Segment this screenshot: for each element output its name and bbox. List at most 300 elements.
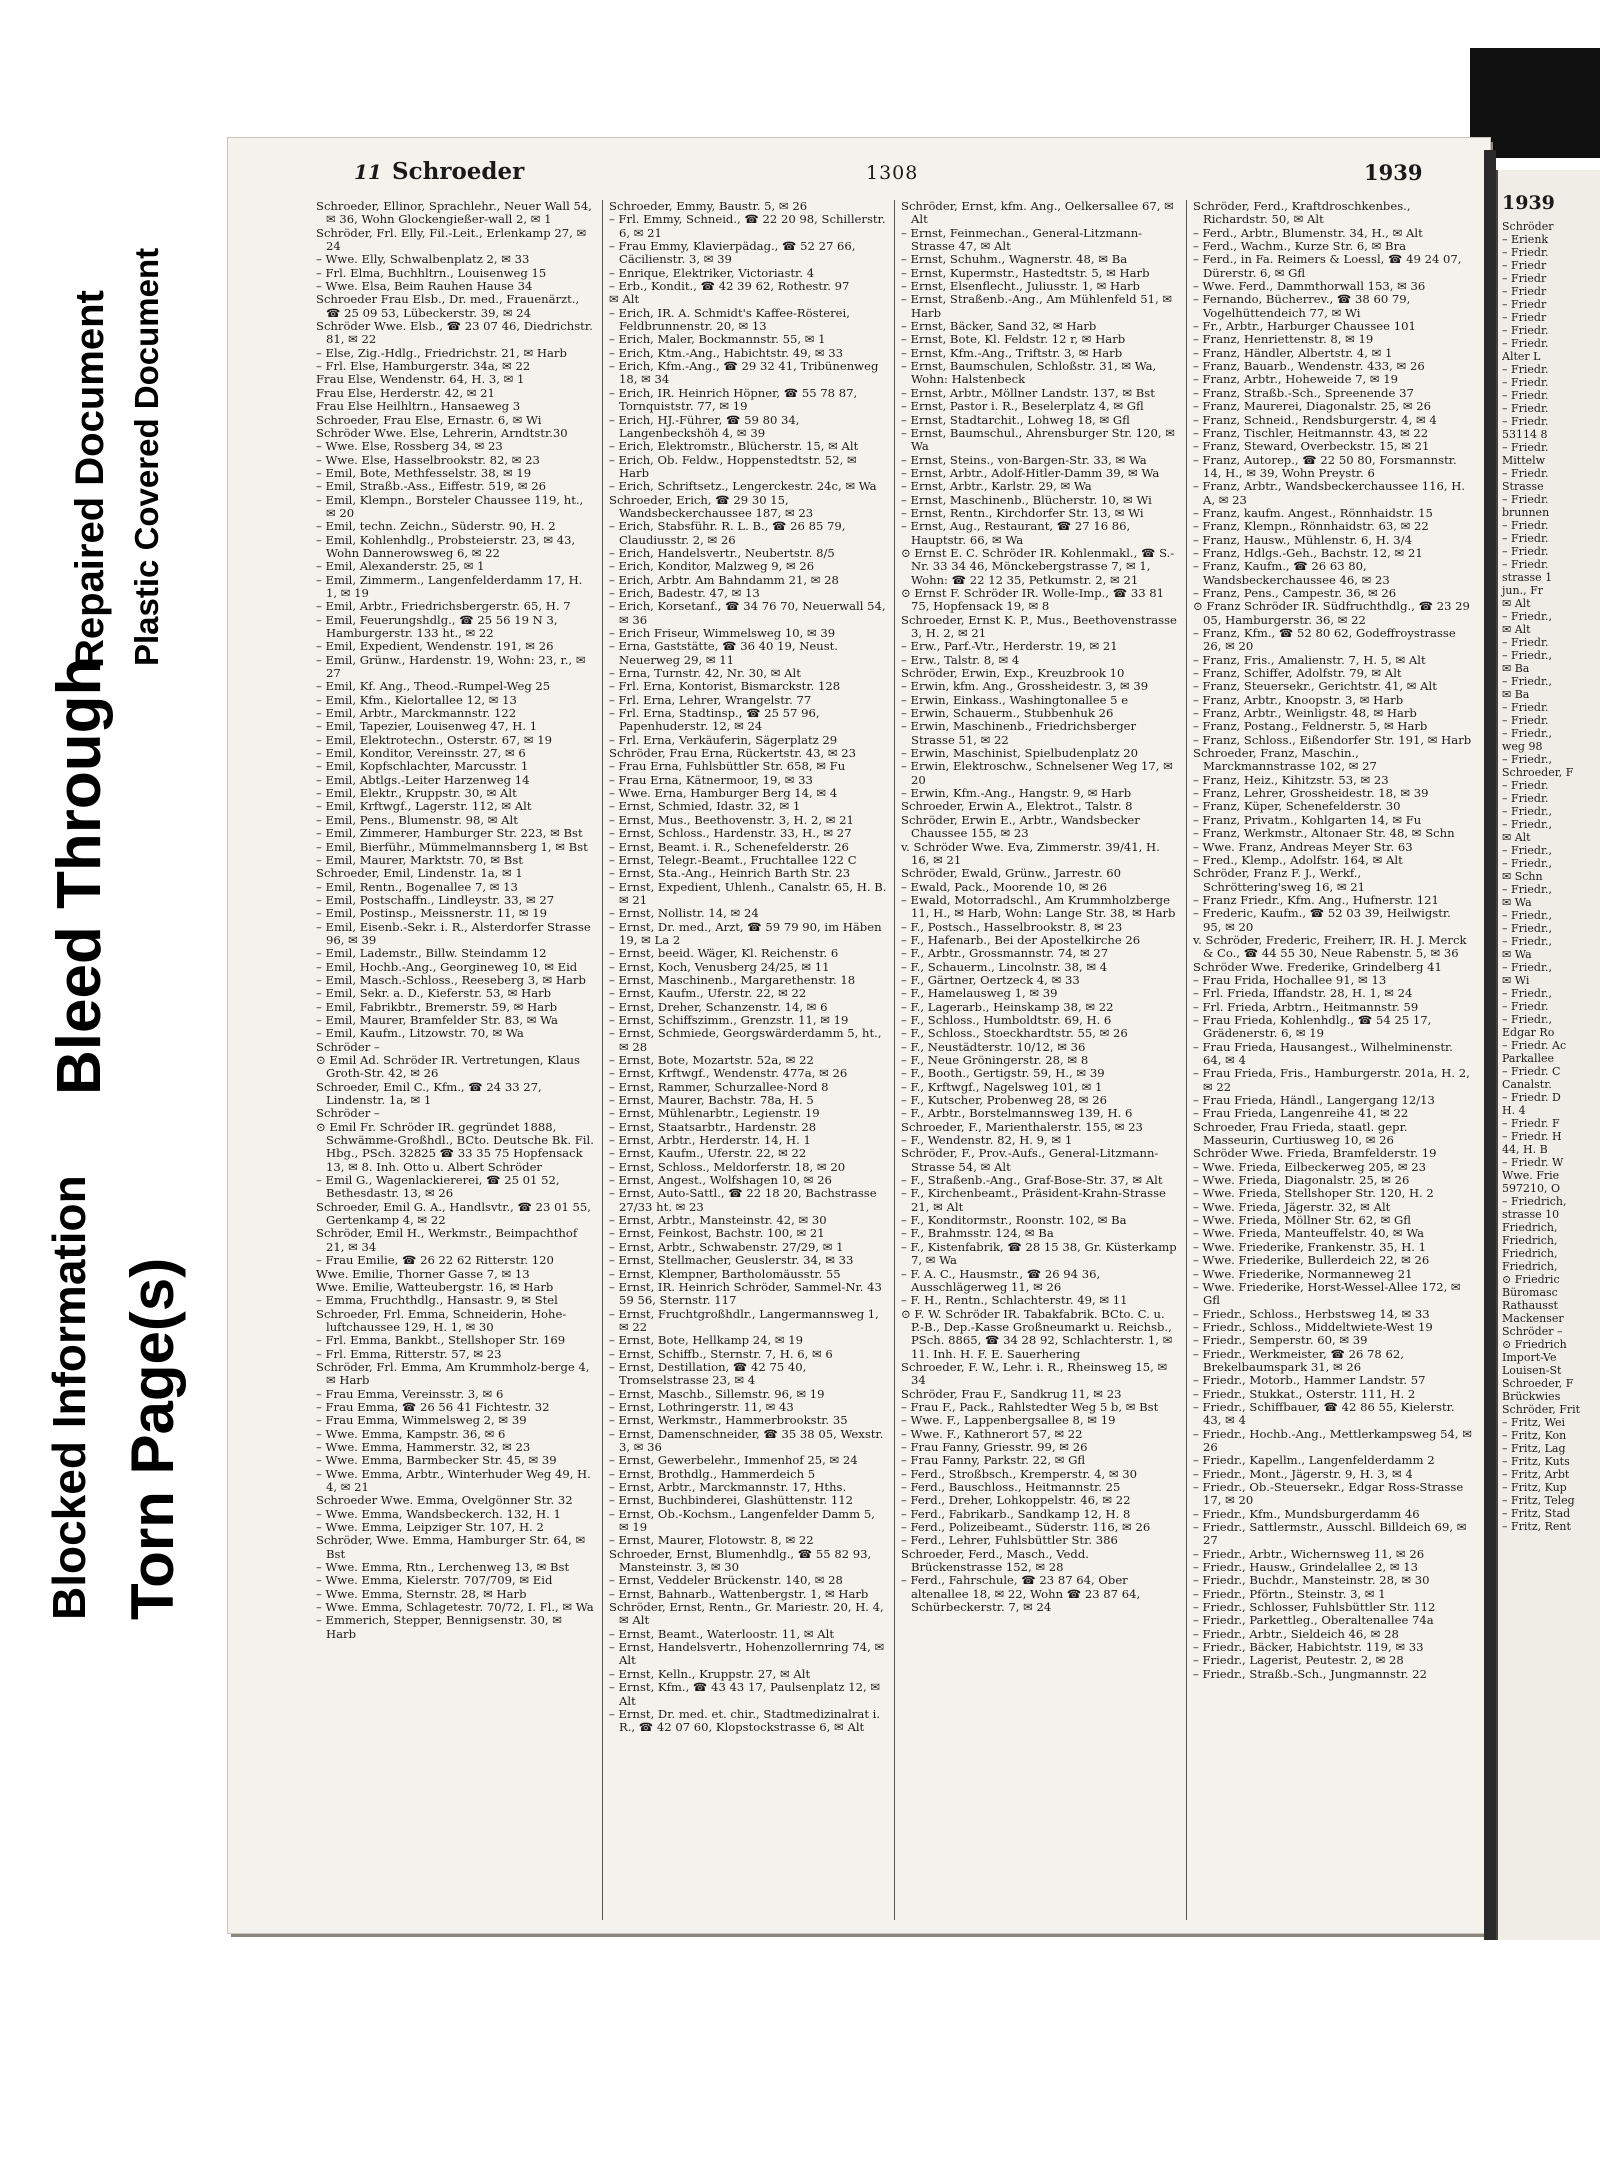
adjacent-page-line: – Erienk (1502, 233, 1549, 246)
adjacent-page-line: – Friedr. (1502, 714, 1549, 727)
directory-entry: – Ernst, Bäcker, Sand 32, ✉ Harb (901, 319, 1097, 334)
directory-entry: – Ernst, Bote, Mozartstr. 52a, ✉ 22 (609, 1053, 814, 1067)
adjacent-page-line: Brückwies (1502, 1390, 1561, 1403)
directory-entry: – Fernando, Bücherrev., ☎ 38 60 79, Vogelhüttendeich 77, ✉ Wi (1193, 292, 1411, 320)
directory-entry: – Frau Emmy, Klavierpädag., ☎ 52 27 66, Cäcilienstr. 3, ✉ 39 (609, 239, 856, 267)
adjacent-page-line: – Friedr., (1502, 1013, 1552, 1026)
directory-entry: – Emma, Fruchthdlg., Hansastr. 9, ✉ Stel (316, 1293, 558, 1308)
directory-entry: – Ernst, Bahnarb., Wattenbergstr. 1, ✉ Harb (609, 1586, 869, 1601)
directory-entry: – Emil, Bierführ., Mümmelmannsberg 1, ✉ Bst (316, 839, 588, 854)
directory-entry: – Emil, Krftwgf., Lagerstr. 112, ✉ Alt (316, 799, 532, 814)
directory-entry: – Ernst, Aug., Restaurant, ☎ 27 16 86, Hauptstr. 66, ✉ Wa (901, 519, 1131, 547)
directory-entry: Frau Else, Herderstr. 42, ✉ 21 (316, 385, 495, 400)
adjacent-page-line: ✉ Wi (1502, 974, 1530, 987)
directory-entry: – Frl. Elma, Buchhltrn., Louisenweg 15 (316, 265, 547, 280)
directory-entry: – Emil, Rentn., Bogenallee 7, ✉ 13 (316, 879, 518, 894)
directory-entry: Wwe. Emilie, Thorner Gasse 7, ✉ 13 (316, 1266, 530, 1281)
directory-entry: – Wwe. Else, Rossberg 34, ✉ 23 (316, 439, 503, 454)
directory-entry: – Ernst, Arbtr., Adolf-Hitler-Damm 39, ✉ Wa (901, 465, 1160, 480)
directory-entry: – Ernst, beeid. Wäger, Kl. Reichenstr. 6 (609, 946, 839, 961)
directory-entry: – Erich Friseur, Wimmelsweg 10, ✉ 39 (609, 626, 836, 640)
directory-entry: – Frau Emma, Wimmelsweg 2, ✉ 39 (316, 1413, 527, 1428)
directory-entry: ✉ Alt (609, 292, 640, 307)
directory-entry: – F., Postsch., Hasselbrookstr. 8, ✉ 23 (901, 919, 1123, 934)
adjacent-page-line: ✉ Alt (1502, 831, 1531, 844)
directory-entry: – Ernst, Ob.-Kochsm., Langenfelder Damm 5, ✉ 19 (609, 1506, 875, 1535)
directory-entry: – Ernst, Schiffszimm., Grenzstr. 11, ✉ 19 (609, 1012, 849, 1027)
page-spine (1484, 150, 1496, 1940)
directory-entry: – Franz, Tischler, Heitmannstr. 43, ✉ 22 (1193, 425, 1429, 440)
directory-entry: Schroeder Wwe. Emma, Ovelgönner Str. 32 (316, 1493, 573, 1508)
directory-entry: – Franz, Kfm., ☎ 52 80 62, Godeffroystrasse 26, ✉ 20 (1193, 626, 1456, 654)
directory-entry: – F., Konditormstr., Roonstr. 102, ✉ Ba (901, 1213, 1127, 1228)
directory-page (228, 138, 1490, 1933)
adjacent-page-line: ⊙ Friedric (1502, 1273, 1560, 1286)
adjacent-page-line: – Friedr. (1502, 636, 1549, 649)
directory-entry: – Wwe. Emma, Wandsbeckerch. 132, H. 1 (316, 1506, 561, 1521)
directory-entry: Schröder, F., Prov.-Aufs., General-Litzmann-Strasse 54, ✉ Alt (901, 1146, 1159, 1174)
directory-entry: – F., Gärtner, Oertzeck 4, ✉ 33 (901, 972, 1080, 987)
directory-entry: – Ernst, Feinkost, Bachstr. 100, ✉ 21 (609, 1226, 825, 1241)
directory-entry: – Ernst, Beamt. i. R., Schenefelderstr. 26 (609, 839, 849, 854)
adjacent-page-line: – Fritz, Kup (1502, 1481, 1567, 1494)
adjacent-page-line: – Friedr., (1502, 987, 1552, 1000)
directory-entry: Schröder, Ernst, Rentn., Gr. Mariestr. 20, H. 4, ✉ Alt (609, 1600, 884, 1628)
adjacent-page-line: – Friedr (1502, 259, 1547, 272)
directory-entry: Schröder Wwe. Frederike, Grindelberg 41 (1193, 959, 1442, 974)
directory-entry: – Ernst, Mühlenarbtr., Legienstr. 19 (609, 1106, 820, 1121)
directory-entry: – F. H., Rentn., Schlachterstr. 49, ✉ 11 (901, 1293, 1128, 1308)
directory-entry: – Emil G., Wagenlackiererei, ☎ 25 01 52, Bethesdastr. 13, ✉ 26 (316, 1173, 560, 1201)
directory-entry: – Fr., Arbtr., Harburger Chaussee 101 (1193, 319, 1416, 334)
directory-entry: – Frau Erna, Fuhlsbüttler Str. 658, ✉ Fu (609, 759, 846, 774)
directory-entry: – Ernst, Stellmacher, Geuslerstr. 34, ✉ 33 (609, 1253, 854, 1268)
directory-entry: – Ernst, Telegr.-Beamt., Fruchtallee 122 C (609, 852, 857, 867)
directory-entry: v. Schröder Wwe. Eva, Zimmerstr. 39/41, H. 16, ✉ 21 (901, 839, 1160, 867)
directory-entry: – Franz, Klempn., Rönnhaidstr. 63, ✉ 22 (1193, 519, 1429, 534)
directory-entry: – Ernst, Nollistr. 14, ✉ 24 (609, 906, 759, 921)
directory-entry: – Wwe. F., Lappenbergsallee 8, ✉ 19 (901, 1413, 1116, 1428)
directory-entry: Schröder, Franz F. J., Werkf., Schröttering'sweg 16, ✉ 21 (1193, 866, 1366, 894)
directory-entry: – Wwe. Frieda, Möllner Str. 62, ✉ Gfl (1193, 1213, 1411, 1228)
directory-entry: – Ernst, Handelsvertr., Hohenzollernring 74, ✉ Alt (609, 1640, 885, 1668)
directory-entry: – Emil, techn. Zeichn., Süderstr. 90, H. 2 (316, 519, 556, 534)
directory-entry: ⊙ Emil Fr. Schröder IR. gegründet 1888, Schwämme-Großhdl., BCto. Deutsche Bk. Fil. Hbg., PSch. 32825 ☎ 33 35 75 Hopfensack 13, ✉ 8. Inh. Otto u. Albert Schröder (316, 1119, 594, 1174)
directory-entry: – Erich, Badestr. 47, ✉ 13 (609, 585, 760, 600)
directory-entry: – Emil, Masch.-Schloss., Reeseberg 3, ✉ Harb (316, 972, 586, 987)
adjacent-page-line: – Friedr. W (1502, 1156, 1564, 1169)
adjacent-page-line: – Friedr. (1502, 337, 1549, 350)
adjacent-page-line: – Friedr. (1502, 389, 1549, 402)
directory-entry: – Friedr., Kapellm., Langenfelderdamm 2 (1193, 1453, 1435, 1468)
directory-entry: – Frederic, Kaufm., ☎ 52 03 39, Heilwigstr. 95, ✉ 20 (1193, 906, 1451, 934)
adjacent-page-line: – Friedr (1502, 272, 1547, 285)
adjacent-page-line: – Friedr., (1502, 935, 1552, 948)
adjacent-page-line: strasse 10 (1502, 1208, 1560, 1221)
adjacent-page-line: Mittelw (1502, 454, 1546, 467)
directory-entry: – Ernst, Baumschulen, Schloßstr. 31, ✉ Wa, Wohn: Halstenbeck (901, 359, 1157, 387)
directory-entry: Schroeder, Emil, Lindenstr. 1a, ✉ 1 (316, 866, 523, 881)
directory-entry: – Franz Friedr., Kfm. Ang., Hufnerstr. 121 (1193, 892, 1439, 907)
directory-entry: – Franz, Hausw., Mühlenstr. 6, H. 3/4 (1193, 532, 1412, 547)
directory-entry: – F., Schloss., Humboldtstr. 69, H. 6 (901, 1012, 1112, 1027)
directory-entry: – F., Kistenfabrik, ☎ 28 15 38, Gr. Küsterkamp 7, ✉ Wa (901, 1239, 1177, 1268)
directory-entry: – Wwe. Ferd., Dammthorwall 153, ✉ 36 (1193, 279, 1426, 294)
directory-entry: ⊙ F. W. Schröder IR. Tabakfabrik. BCto. C. u. P.-B., Dep.-Kasse Großneumarkt u. Reichsb., PSch. 8865, ☎ 34 28 92, Schlachterstr. 1, ✉ 11. Inh. H. F. E. Sauerhering (901, 1306, 1173, 1361)
directory-entry: – Franz, Steward, Overbeckstr. 15, ✉ 21 (1193, 439, 1430, 454)
directory-entry: Schroeder, F., Marienthalerstr. 155, ✉ 23 (901, 1119, 1143, 1134)
directory-entry: – Emil, Hochb.-Ang., Georgineweg 10, ✉ Eid (316, 959, 578, 974)
adjacent-page-line: – Friedr., (1502, 675, 1552, 688)
directory-entry: Schröder, Erwin, Exp., Kreuzbrook 10 (901, 666, 1125, 681)
adjacent-page-line: H. 4 (1502, 1104, 1526, 1117)
directory-entry: – Friedr., Sattlermstr., Ausschl. Billdeich 69, ✉ 27 (1193, 1520, 1467, 1548)
directory-entry: Frau Else, Wendenstr. 64, H. 3, ✉ 1 (316, 372, 525, 387)
directory-entry: – Erwin, Maschinenb., Friedrichsberger Strasse 51, ✉ 22 (901, 719, 1137, 747)
adjacent-page-line: – Friedr., (1502, 961, 1552, 974)
directory-entry: – Ernst, Arbtr., Mansteinstr. 42, ✉ 30 (609, 1213, 827, 1228)
adjacent-page-line: – Friedr (1502, 285, 1547, 298)
directory-entry: Schröder, Frau Erna, Rückertstr. 43, ✉ 23 (609, 746, 857, 761)
directory-entry: – Wwe. Else, Hasselbrookstr. 82, ✉ 23 (316, 452, 540, 467)
directory-entry: – Emil, Bote, Methfesselstr. 38, ✉ 19 (316, 465, 532, 480)
adjacent-page-line: – Fritz, Teleg (1502, 1494, 1575, 1507)
directory-entry: – Ernst, Kupermstr., Hastedtstr. 5, ✉ Harb (901, 265, 1150, 280)
directory-entry: – Frau Frieda, Kohlenhdlg., ☎ 54 25 17, Grädenerstr. 6, ✉ 19 (1193, 1012, 1432, 1041)
directory-entry: – Ernst, Maurer, Flotowstr. 8, ✉ 22 (609, 1533, 814, 1548)
directory-entry: – Ernst, Dr. med. et. chir., Stadtmedizinalrat i. R., ☎ 42 07 60, Klopstockstrasse 6, ✉ Alt (609, 1706, 881, 1735)
directory-entry: – Wwe. Emma, Kielerstr. 707/709, ✉ Eid (316, 1573, 553, 1588)
directory-entry: – Emil, Sekr. a. D., Kieferstr. 53, ✉ Harb (316, 986, 552, 1001)
adjacent-page-line: – Fritz, Stad (1502, 1507, 1571, 1520)
directory-entry: Schroeder, Franz, Maschin., Marckmannstrasse 102, ✉ 27 (1193, 746, 1377, 774)
directory-entry: – Ernst, Destillation, ☎ 42 75 40, Tromselstrasse 23, ✉ 4 (609, 1359, 807, 1388)
directory-entry: – Emil, Abtlgs.-Leiter Harzenweg 14 (316, 772, 530, 787)
directory-entry: – Franz, Schneid., Rendsburgerstr. 4, ✉ 4 (1193, 412, 1437, 427)
directory-entry: – Wwe. Friederike, Frankenstr. 35, H. 1 (1193, 1239, 1427, 1254)
directory-entry: – Emil, Arbtr., Marckmannstr. 122 (316, 706, 517, 721)
directory-entry: – Friedr., Ob.-Steuersekr., Edgar Ross-Strasse 17, ✉ 20 (1193, 1480, 1464, 1508)
adjacent-page-line: – Friedr. (1502, 779, 1549, 792)
directory-entry: – Ernst, Staatsarbtr., Hardenstr. 28 (609, 1119, 817, 1134)
adjacent-page-line: jun., Fr (1502, 584, 1543, 597)
directory-entry: – Ernst, Gewerbelehr., Immenhof 25, ✉ 24 (609, 1453, 858, 1468)
directory-entry: – F., Schloss., Stoeckhardtstr. 55, ✉ 26 (901, 1026, 1128, 1041)
adjacent-page-line: – Friedr. (1502, 363, 1549, 376)
directory-entry: – F., Booth., Gertigstr. 59, H., ✉ 39 (901, 1066, 1105, 1081)
directory-entry: – Friedr., Kfm., Mundsburgerdamm 46 (1193, 1506, 1420, 1521)
directory-entry: – Emil, Grünw., Hardenstr. 19, Wohn: 23, r., ✉ 27 (316, 652, 586, 681)
directory-entry: – Friedr., Motorb., Hammer Landstr. 57 (1193, 1373, 1426, 1388)
directory-entry: – F., Schauerm., Lincolnstr. 38, ✉ 4 (901, 959, 1108, 974)
directory-entry: – Ernst, Fruchtgroßhdlr., Langermannsweg 1, ✉ 22 (609, 1306, 879, 1334)
directory-entry: – Erwin, Schauerm., Stubbenhuk 26 (901, 706, 1114, 721)
directory-entry: – Else, Zig.-Hdlg., Friedrichstr. 21, ✉ Harb (316, 345, 567, 360)
adjacent-page-line: – Friedr. (1502, 701, 1549, 714)
directory-entry: – Emil, Kaufm., Litzowstr. 70, ✉ Wa (316, 1026, 524, 1041)
adjacent-page-line: – Fritz, Kuts (1502, 1455, 1570, 1468)
directory-entry: – Franz, Steuersekr., Gerichtstr. 41, ✉ Alt (1193, 679, 1437, 694)
adjacent-page-line: Schröder – (1502, 1325, 1563, 1338)
directory-entry: – Ernst, Schloss., Hardenstr. 33, H., ✉ 27 (609, 826, 852, 841)
directory-entry: – Erwin, Maschinist, Spielbudenplatz 20 (901, 746, 1139, 761)
directory-entry: – F., Kutscher, Probenweg 28, ✉ 26 (901, 1093, 1107, 1108)
directory-entry: ⊙ Emil Ad. Schröder IR. Vertretungen, Klaus Groth-Str. 42, ✉ 26 (316, 1053, 580, 1081)
directory-entry: Schroeder, Ernst, Blumenhdlg., ☎ 55 82 93, Mansteinstr. 3, ✉ 30 (609, 1546, 872, 1575)
directory-entry: – Ferd., Fahrschule, ☎ 23 87 64, Ober altenallee 18, ✉ 22, Wohn ☎ 23 87 64, Schürbeckerstr. 7, ✉ 24 (901, 1573, 1141, 1615)
directory-entry: – Frl. Emma, Ritterstr. 57, ✉ 23 (316, 1346, 502, 1361)
adjacent-page-line: – Friedr., (1502, 883, 1552, 896)
directory-entry: – Franz, Privatm., Kohlgarten 14, ✉ Fu (1193, 812, 1422, 827)
header-surname: Schroeder (392, 158, 525, 185)
adjacent-page-line: strasse 1 (1502, 571, 1553, 584)
directory-entry: – Franz, Schloss., Eißendorfer Str. 191, ✉ Harb (1193, 732, 1472, 747)
adjacent-page-line: – Friedr. (1502, 402, 1549, 415)
directory-entry: – Ernst, Steins., von-Bargen-Str. 33, ✉ Wa (901, 452, 1147, 467)
listing-column-2 (602, 200, 888, 1920)
directory-entry: – Ernst, Kfm., ☎ 43 43 17, Paulsenplatz 12, ✉ Alt (609, 1680, 881, 1708)
directory-entry: – Erich, IR. A. Schmidt's Kaffee-Rösterei, Feldbrunnenstr. 20, ✉ 13 (609, 305, 850, 334)
directory-entry: – Wwe. Frieda, Diagonalstr. 25, ✉ 26 (1193, 1173, 1410, 1188)
directory-entry: Schröder, Erwin E., Arbtr., Wandsbecker Chaussee 155, ✉ 23 (901, 812, 1140, 841)
adjacent-page-line: ✉ Wa (1502, 948, 1532, 961)
directory-entry: – Ernst, Schiffb., Sternstr. 7, H. 6, ✉ 6 (609, 1346, 833, 1361)
directory-entry: – Erich, Kfm.-Ang., ☎ 29 32 41, Tribünenweg 18, ✉ 34 (609, 359, 879, 387)
directory-entry: Wwe. Emilie, Watteubergstr. 16, ✉ Harb (316, 1279, 554, 1294)
directory-entry: Schroeder, F. W., Lehr. i. R., Rheinsweg 15, ✉ 34 (901, 1359, 1168, 1388)
directory-entry: – Franz, Kaufm., ☎ 26 63 80, Wandsbeckerchaussee 46, ✉ 23 (1193, 559, 1390, 587)
adjacent-page-line: – Friedr. H (1502, 1130, 1562, 1143)
adjacent-page-line: – Fritz, Wei (1502, 1416, 1566, 1429)
directory-entry: – Friedr., Stukkat., Osterstr. 111, H. 2 (1193, 1386, 1416, 1401)
listing-columns (316, 200, 1472, 1920)
directory-entry: – Ernst, Arbtr., Karlstr. 29, ✉ Wa (901, 479, 1092, 494)
directory-entry: – Ernst, Feinmechan., General-Litzmann-Strasse 47, ✉ Alt (901, 225, 1143, 254)
adjacent-page-line: – Friedr. (1502, 558, 1549, 571)
directory-entry: Schroeder, Erwin A., Elektrot., Talstr. 8 (901, 799, 1133, 814)
adjacent-page-line: Friedrich, (1502, 1260, 1558, 1273)
directory-entry: – Emil, Kf. Ang., Theod.-Rumpel-Weg 25 (316, 679, 551, 694)
directory-entry: – Ernst, Veddeler Brückenstr. 140, ✉ 28 (609, 1573, 843, 1588)
adjacent-page-line: Friedrich, (1502, 1221, 1558, 1234)
directory-entry: – Ernst, Stadtarchit., Lohweg 18, ✉ Gfl (901, 412, 1130, 427)
adjacent-page-line: – Friedr. (1502, 441, 1549, 454)
adjacent-page-line: – Friedr. (1502, 493, 1549, 506)
directory-entry: Schröder, Ferd., Kraftdroschkenbes., Richardstr. 50, ✉ Alt (1193, 200, 1411, 227)
directory-entry: – Ernst, Arbtr., Möllner Landstr. 137, ✉ Bst (901, 385, 1155, 400)
directory-entry: – Friedr., Lagerist, Peutestr. 2, ✉ 28 (1193, 1653, 1404, 1668)
directory-entry: – Emil, Zimmerm., Langenfelderdamm 17, H. 1, ✉ 19 (316, 572, 583, 600)
adjacent-page-line: Wwe. Frie (1502, 1169, 1560, 1182)
directory-entry: – F., Neustädterstr. 10/12, ✉ 36 (901, 1039, 1086, 1054)
directory-entry: – Franz, Straßb.-Sch., Spreenende 37 (1193, 385, 1414, 400)
directory-entry: – Ernst, Rammer, Schurzallee-Nord 8 (609, 1079, 829, 1094)
directory-entry: – Franz, Autorep., ☎ 22 50 80, Forsmannstr. 14, H., ✉ 39, Wohn Preystr. 6 (1193, 452, 1457, 480)
directory-entry: – F., Kirchenbeamt., Präsident-Krahn-Strasse 21, ✉ Alt (901, 1186, 1166, 1214)
directory-entry: – Emil, Arbtr., Friedrichsbergerstr. 65, H. 7 (316, 599, 571, 614)
directory-entry: – Fred., Klemp., Adolfstr. 164, ✉ Alt (1193, 852, 1403, 867)
page-header (228, 138, 1490, 194)
adjacent-page-line: – Friedrich, (1502, 1195, 1567, 1208)
directory-entry: – Erwin, Einkass., Washingtonallee 5 e (901, 692, 1129, 707)
directory-entry: – Ernst, Pastor i. R., Beselerplatz 4, ✉ Gfl (901, 399, 1144, 414)
listing-column-1 (316, 200, 595, 1920)
adjacent-page-line: – Friedr (1502, 298, 1547, 311)
directory-entry: – Erwin, kfm. Ang., Grossheidestr. 3, ✉ 39 (901, 679, 1149, 694)
directory-entry: – Erich, Schriftsetz., Lengerckestr. 24c, ✉ Wa (609, 479, 877, 494)
directory-entry: – Ernst, Dreher, Schanzenstr. 14, ✉ 6 (609, 999, 828, 1014)
directory-entry: – Ferd., Polizeibeamt., Süderstr. 116, ✉ 26 (901, 1520, 1151, 1535)
directory-entry: – Wwe. Emma, Hammerstr. 32, ✉ 23 (316, 1439, 531, 1454)
directory-entry: – Erich, Elektromstr., Blücherstr. 15, ✉ Alt (609, 439, 859, 454)
adjacent-page-line: – Friedr., (1502, 857, 1552, 870)
label-torn-pages: Torn Page(s) (119, 1257, 186, 1620)
directory-entry: – Friedr., Semperstr. 60, ✉ 39 (1193, 1333, 1368, 1348)
directory-entry: – Frl. Erna, Lehrer, Wrangelstr. 77 (609, 692, 812, 707)
header-page-number: 1308 (866, 162, 919, 184)
directory-entry: – Frau F., Pack., Rahlstedter Weg 5 b, ✉ Bst (901, 1399, 1159, 1414)
adjacent-page-line: 597210, O (1502, 1182, 1561, 1195)
adjacent-page-line: Mackenser (1502, 1312, 1564, 1325)
adjacent-page-line: – Friedr., (1502, 844, 1552, 857)
directory-entry: – Ferd., Fabrikarb., Sandkamp 12, H. 8 (901, 1506, 1131, 1521)
directory-entry: – Franz, Schiffer, Adolfstr. 79, ✉ Alt (1193, 666, 1402, 681)
directory-entry: Schröder – (316, 1039, 380, 1054)
directory-entry: – Franz, Bauarb., Wendenstr. 433, ✉ 26 (1193, 359, 1425, 374)
directory-entry: – Franz, Henriettenstr. 8, ✉ 19 (1193, 332, 1374, 347)
directory-entry: – Frau Frieda, Fris., Hamburgerstr. 201a, H. 2, ✉ 22 (1193, 1066, 1470, 1094)
directory-entry: – Franz, Arbtr., Knoopstr. 3, ✉ Harb (1193, 692, 1404, 707)
directory-entry: – Franz, Lehrer, Grossheidestr. 18, ✉ 39 (1193, 786, 1429, 801)
directory-entry: – Ernst, Arbtr., Herderstr. 14, H. 1 (609, 1133, 811, 1148)
adjacent-page-line: Schroeder, F (1502, 766, 1574, 779)
directory-entry: – F., Arbtr., Grossmannstr. 74, ✉ 27 (901, 946, 1109, 961)
directory-entry: – Ferd., in Fa. Reimers & Loessl, ☎ 49 24 07, Dürerstr. 6, ✉ Gfl (1193, 252, 1462, 280)
directory-entry: – Wwe. Frieda, Stellshoper Str. 120, H. 2 (1193, 1186, 1434, 1201)
directory-entry: – Frl. Frieda, Arbtrn., Heitmannstr. 59 (1193, 999, 1419, 1014)
directory-entry: – Friedr., Straßb.-Sch., Jungmannstr. 22 (1193, 1666, 1428, 1681)
directory-entry: – Wwe. Elsa, Beim Rauhen Hause 34 (316, 279, 533, 294)
adjacent-page-line: – Fritz, Kon (1502, 1429, 1567, 1442)
adjacent-page-line: Büromasc (1502, 1286, 1558, 1299)
directory-entry: – Friedr., Buchdr., Mansteinstr. 28, ✉ 30 (1193, 1573, 1430, 1588)
directory-entry: Schröder Wwe. Elsb., ☎ 23 07 46, Diedrichstr. 81, ✉ 22 (316, 319, 593, 347)
directory-entry: – Wwe. Friederike, Bullerdeich 22, ✉ 26 (1193, 1253, 1430, 1268)
directory-entry: – Wwe. Emma, Barmbecker Str. 45, ✉ 39 (316, 1453, 557, 1468)
directory-entry: – Erna, Gaststätte, ☎ 36 40 19, Neust. Neuerweg 29, ✉ 11 (609, 639, 838, 667)
directory-entry: – Friedr., Arbtr., Sieldeich 46, ✉ 28 (1193, 1626, 1399, 1641)
directory-entry: – Frau Emma, Vereinsstr. 3, ✉ 6 (316, 1386, 504, 1401)
adjacent-page-fragment (1496, 170, 1600, 1940)
directory-entry: Schroeder, Frau Else, Ernastr. 6, ✉ Wi (316, 412, 542, 427)
directory-entry: – Erich, Korsetanf., ☎ 34 76 70, Neuerwall 54, ✉ 36 (609, 599, 886, 627)
directory-entry: – Frau Emma, ☎ 26 56 41 Fichtestr. 32 (316, 1399, 550, 1414)
directory-entry: – Frl. Emma, Bankbt., Stellshoper Str. 169 (316, 1333, 566, 1348)
directory-entry: – Frau Erna, Kätnermoor, 19, ✉ 33 (609, 772, 813, 787)
directory-entry: – F., Wendenstr. 82, H. 9, ✉ 1 (901, 1133, 1073, 1148)
directory-entry: – Ernst, Maschinenb., Blücherstr. 10, ✉ Wi (901, 492, 1152, 507)
directory-entry: – Emil, Eisenb.-Sekr. i. R., Alsterdorfer Strasse 96, ✉ 39 (316, 919, 591, 947)
directory-entry: – Franz, Händler, Albertstr. 4, ✉ 1 (1193, 345, 1393, 360)
directory-entry: – Ernst, Werkmstr., Hammerbrookstr. 35 (609, 1413, 848, 1428)
directory-entry: – Friedr., Parkettleg., Oberaltenallee 74a (1193, 1613, 1434, 1628)
directory-entry: – Emil, Maurer, Bramfelder Str. 83, ✉ Wa (316, 1012, 558, 1027)
directory-entry: – Ferd., Arbtr., Blumenstr. 34, H., ✉ Alt (1193, 225, 1423, 240)
directory-entry: – Ferd., Stroßbsch., Kremperstr. 4, ✉ 30 (901, 1466, 1138, 1481)
directory-entry: – Wwe. Emma, Rtn., Lerchenweg 13, ✉ Bst (316, 1560, 570, 1575)
adjacent-page-line: Schröder, Frit (1502, 1403, 1581, 1416)
label-plastic-covered-document: Plastic Covered Document (128, 247, 165, 666)
adjacent-page-year: 1939 (1502, 192, 1555, 214)
directory-entry: – Emmerich, Stepper, Bennigsenstr. 30, ✉ Harb (316, 1613, 562, 1641)
directory-entry: – Ernst, Maschb., Sillemstr. 96, ✉ 19 (609, 1386, 825, 1401)
directory-entry: Schröder, Frl. Emma, Am Krummholz-berge 4, ✉ Harb (316, 1359, 590, 1388)
adjacent-page-line: – Friedr. D (1502, 1091, 1561, 1104)
directory-entry: – Erich, Ob. Feldw., Hoppenstedtstr. 52, ✉ Harb (609, 452, 857, 480)
adjacent-page-line: Friedrich, (1502, 1247, 1558, 1260)
adjacent-page-line: ✉ Wa (1502, 896, 1532, 909)
directory-entry: – Friedr., Werkmeister, ☎ 26 78 62, Brekelbaumspark 31, ✉ 26 (1193, 1346, 1404, 1374)
listing-column-4 (1186, 200, 1472, 1920)
directory-entry: – Ernst, Bote, Hellkamp 24, ✉ 19 (609, 1333, 804, 1348)
directory-entry: – Ernst, IR. Heinrich Schröder, Sammel-Nr. 43 59 56, Sternstr. 117 (609, 1279, 882, 1308)
adjacent-page-line: weg 98 (1502, 740, 1543, 753)
directory-entry: – Wwe. Frieda, Jägerstr. 32, ✉ Alt (1193, 1199, 1391, 1214)
directory-entry: – Wwe. Erna, Hamburger Berg 14, ✉ 4 (609, 786, 838, 801)
directory-entry: – Erw., Parf.-Vtr., Herderstr. 19, ✉ 21 (901, 639, 1118, 654)
directory-entry: – Friedr., Hochb.-Ang., Mettlerkampsweg 54, ✉ 26 (1193, 1426, 1472, 1454)
adjacent-page-line: – Friedr. (1502, 545, 1549, 558)
adjacent-page-line: Strasse (1502, 480, 1544, 493)
directory-entry: – Ernst, Maschinenb., Margarethenstr. 18 (609, 972, 856, 987)
directory-entry: – Ferd., Bauschloss., Heitmannstr. 25 (901, 1480, 1121, 1494)
adjacent-page-line: Canalstr. (1502, 1078, 1552, 1091)
directory-entry: Schröder, Frau F., Sandkrug 11, ✉ 23 (901, 1386, 1122, 1401)
adjacent-page-line: – Friedr. (1502, 1000, 1549, 1013)
label-repaired-document: Repaired Document (68, 290, 112, 668)
adjacent-page-line: Schröder (1502, 220, 1554, 233)
directory-entry: – Emil, Expedient, Wendenstr. 191, ✉ 26 (316, 639, 554, 654)
directory-entry: – Erwin, Elektroschw., Schnelsener Weg 17, ✉ 20 (901, 759, 1173, 787)
directory-entry: Schroeder, Emmy, Baustr. 5, ✉ 26 (609, 200, 808, 213)
directory-entry: – Ernst, Maurer, Bachstr. 78a, H. 5 (609, 1093, 814, 1108)
directory-entry: – Erich, Konditor, Malzweg 9, ✉ 26 (609, 559, 815, 574)
directory-entry: ⊙ Ernst F. Schröder IR. Wolle-Imp., ☎ 33 81 75, Hopfensack 19, ✉ 8 (901, 585, 1165, 614)
directory-entry: – Frau Frieda, Langenreihe 41, ✉ 22 (1193, 1106, 1409, 1121)
label-blocked-information: Blocked Information (43, 1175, 95, 1620)
directory-entry: – Frau Emilie, ☎ 26 22 62 Ritterstr. 120 (316, 1253, 554, 1268)
label-bleed-through: Bleed Through (45, 657, 114, 1095)
directory-entry: – Franz, Maurerei, Diagonalstr. 25, ✉ 26 (1193, 399, 1431, 414)
directory-entry: – Emil, Tapezier, Louisenweg 47, H. 1 (316, 719, 538, 734)
directory-entry: – Frl. Erna, Verkäuferin, Sägerplatz 29 (609, 732, 838, 747)
directory-entry: – F., Hafenarb., Bei der Apostelkirche 26 (901, 932, 1141, 947)
directory-entry: – Erw., Talstr. 8, ✉ 4 (901, 652, 1020, 667)
directory-entry: – Frl. Else, Hamburgerstr. 34a, ✉ 22 (316, 359, 531, 374)
directory-entry: – F., Straßenb.-Ang., Graf-Bose-Str. 37, ✉ Alt (901, 1173, 1163, 1188)
directory-entry: – F. A. C., Hausmstr., ☎ 26 94 36, Ausschlägerweg 11, ✉ 26 (901, 1266, 1101, 1294)
directory-entry: – Wwe. Emma, Leipziger Str. 107, H. 2 (316, 1520, 544, 1535)
adjacent-page-line: 53114 8 (1502, 428, 1548, 441)
directory-entry: – Frl. Frieda, Iffandstr. 28, H. 1, ✉ 24 (1193, 986, 1413, 1001)
directory-entry: – Wwe. Friederike, Normanneweg 21 (1193, 1266, 1413, 1281)
directory-entry: – Ernst, Schmied, Idastr. 32, ✉ 1 (609, 799, 801, 814)
directory-entry: – Enrique, Elektriker, Victoriastr. 4 (609, 265, 815, 280)
directory-entry: – Ernst, Baumschul., Ahrensburger Str. 120, ✉ Wa (901, 425, 1176, 454)
directory-entry: – Ernst, Klempner, Bartholomäusstr. 55 (609, 1266, 841, 1281)
directory-entry: – Erich, Ktm.-Ang., Habichtstr. 49, ✉ 33 (609, 345, 844, 360)
adjacent-page-line: ✉ Schn (1502, 870, 1543, 883)
